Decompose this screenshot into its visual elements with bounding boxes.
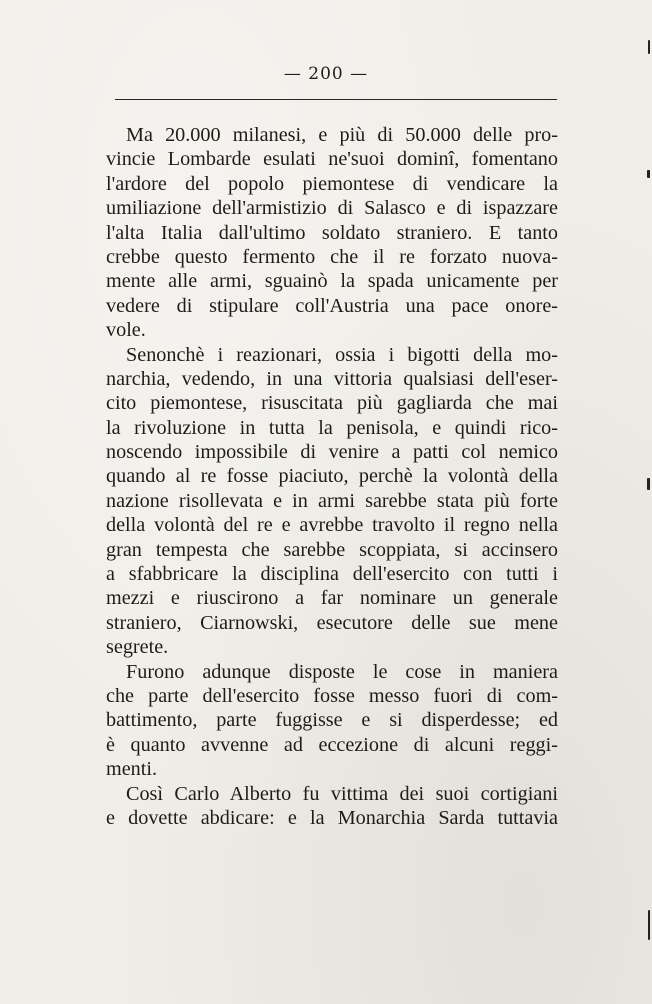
- text-line: vedere di stipulare coll'Austria una pace onore-: [106, 294, 558, 317]
- text-line: l'alta Italia dall'ultimo soldato straniero. E tanto: [106, 221, 558, 244]
- text-line: e dovette abdicare: e la Monarchia Sarda tuttavia: [106, 806, 558, 829]
- text-line: della volontà del re e avrebbe travolto il regno nella: [106, 514, 558, 537]
- edge-speck: [648, 910, 650, 940]
- page-number-header: — 200 —: [283, 64, 369, 84]
- text-line: mente alle armi, sguainò la spada unicamente per: [106, 270, 558, 293]
- text-line: mezzi e riuscirono a far nominare un generale: [106, 587, 558, 610]
- text-line: Senonchè i reazionari, ossia i bigotti della mo-: [126, 343, 558, 366]
- text-line: vole.: [106, 319, 146, 342]
- edge-speck: [647, 478, 650, 490]
- text-line: Furono adunque disposte le cose in maniera: [126, 660, 558, 683]
- edge-speck: [648, 40, 650, 54]
- body-text: [106, 123, 558, 830]
- text-line: vincie Lombarde esulati ne'suoi dominî, fomentano: [106, 148, 558, 171]
- text-line: cito piemontese, risuscitata più gagliarda che mai: [106, 392, 558, 415]
- text-line: è quanto avvenne ad eccezione di alcuni reggi-: [106, 733, 558, 756]
- text-line: la rivoluzione in tutta la penisola, e quindi rico-: [106, 416, 558, 439]
- text-line: l'ardore del popolo piemontese di vendicare la: [106, 172, 558, 195]
- text-line: Così Carlo Alberto fu vittima dei suoi cortigiani: [126, 782, 558, 805]
- text-line: noscendo impossibile di venire a patti col nemico: [106, 441, 558, 464]
- text-line: a sfabbricare la disciplina dell'esercito con tutti i: [106, 563, 558, 586]
- text-line: straniero, Ciarnowski, esecutore delle sue mene: [106, 611, 558, 634]
- text-line: che parte dell'esercito fosse messo fuori di com-: [106, 684, 558, 707]
- text-line: Ma 20.000 milanesi, e più di 50.000 delle pro-: [126, 124, 558, 146]
- text-line: segrete.: [106, 636, 169, 659]
- text-line: crebbe questo fermento che il re forzato nuova-: [106, 245, 558, 268]
- text-line: nazione risollevata e in armi sarebbe stata più forte: [106, 489, 558, 512]
- edge-speck: [647, 170, 650, 178]
- text-line: gran tempesta che sarebbe scoppiata, si accinsero: [106, 538, 558, 561]
- text-line: quando al re fosse piaciuto, perchè la volontà della: [106, 465, 558, 488]
- header-rule: [115, 99, 557, 100]
- text-line: umiliazione dell'armistizio di Salasco e di ispazzare: [106, 197, 558, 220]
- text-line: menti.: [106, 758, 158, 781]
- page-edge-marks: [646, 0, 652, 1004]
- text-line: narchia, vedendo, in una vittoria qualsiasi dell'eser-: [106, 367, 558, 390]
- text-line: battimento, parte fuggisse e si disperdesse; ed: [106, 709, 558, 732]
